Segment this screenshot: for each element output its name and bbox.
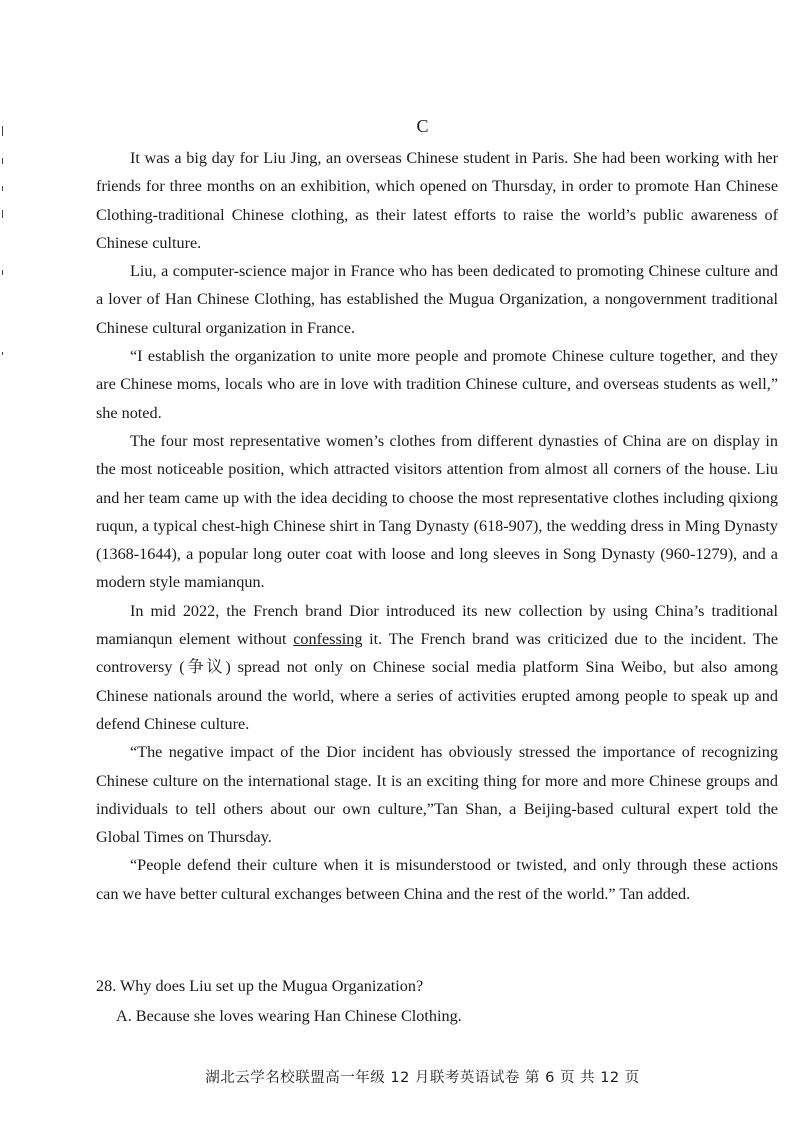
question-28: 28. Why does Liu set up the Mugua Organization? xyxy=(96,977,424,995)
passage-paragraph-5 xyxy=(96,597,778,738)
margin-mark xyxy=(2,158,3,164)
underlined-word: confessing xyxy=(293,630,363,649)
margin-mark xyxy=(2,352,3,355)
option-a: A. Because she loves wearing Han Chinese Clothing. xyxy=(116,1007,462,1025)
paragraph-5-text-after: it. The French brand was criticized due to the incident. The controversy (争议) spread not only on Chinese social media platform Sina Weibo, but also among Chinese nationals around the world, where a series of activities erupted among people to speak up and defend Chinese culture. xyxy=(96,630,779,733)
binding-margin-marks xyxy=(0,0,10,1130)
reading-passage xyxy=(96,144,778,908)
section-letter: C xyxy=(416,116,429,136)
page-footer: 湖北云学名校联盟高一年级 12 月联考英语试卷 第 6 页 共 12 页 xyxy=(205,1070,640,1086)
margin-mark xyxy=(2,186,3,191)
passage-paragraph-4: The four most representative women’s clothes from different dynasties of China are on display in the most noticeable position, which attracted visitors attention from almost all corners of the house. Liu and her team came up with the idea deciding to choose the most representative clothes including qixiong ruqun, a typical chest-high Chinese shirt in Tang Dynasty (618-907), the wedding dress in Ming Dynasty (1368-1644), a popular long outer coat with loose and long sleeves in Song Dynasty (960-1279), and a modern style mamianqun. xyxy=(96,431,778,592)
passage-paragraph-6: “The negative impact of the Dior incident has obviously stressed the importance of recognizing Chinese culture on the international stage. It is an exciting thing for more and more Chinese groups and individuals to tell others about our own culture,”Tan Shan, a Beijing-based cultural expert told the Global Times on Thursday. xyxy=(96,743,778,847)
passage-paragraph-3: “I establish the organization to unite more people and promote Chinese culture together, and they are Chinese moms, locals who are in love with tradition Chinese culture, and overseas students as well,” she noted. xyxy=(96,347,778,422)
passage-paragraph-7: “People defend their culture when it is misunderstood or twisted, and only through these actions can we have better cultural exchanges between China and the rest of the world.” Tan added. xyxy=(96,856,778,903)
passage-paragraph-2: Liu, a computer-science major in France who has been dedicated to promoting Chinese culture and a lover of Han Chinese Clothing, has established the Mugua Organization, a nongovernment traditional Chinese cultural organization in France. xyxy=(96,262,778,337)
margin-mark xyxy=(2,270,3,275)
paragraph-5-text-before: In mid 2022, the French brand Dior introduced its new collection by using China’s traditional mamianqun element without xyxy=(96,601,778,649)
margin-mark xyxy=(2,210,3,218)
passage-paragraph-1: It was a big day for Liu Jing, an overseas Chinese student in Paris. She had been working with her friends for three months on an exhibition, which opened on Thursday, in order to promote Han Chinese Clothing-traditional Chinese clothing, as their latest efforts to raise the world’s public awareness of Chinese culture. xyxy=(96,149,778,252)
